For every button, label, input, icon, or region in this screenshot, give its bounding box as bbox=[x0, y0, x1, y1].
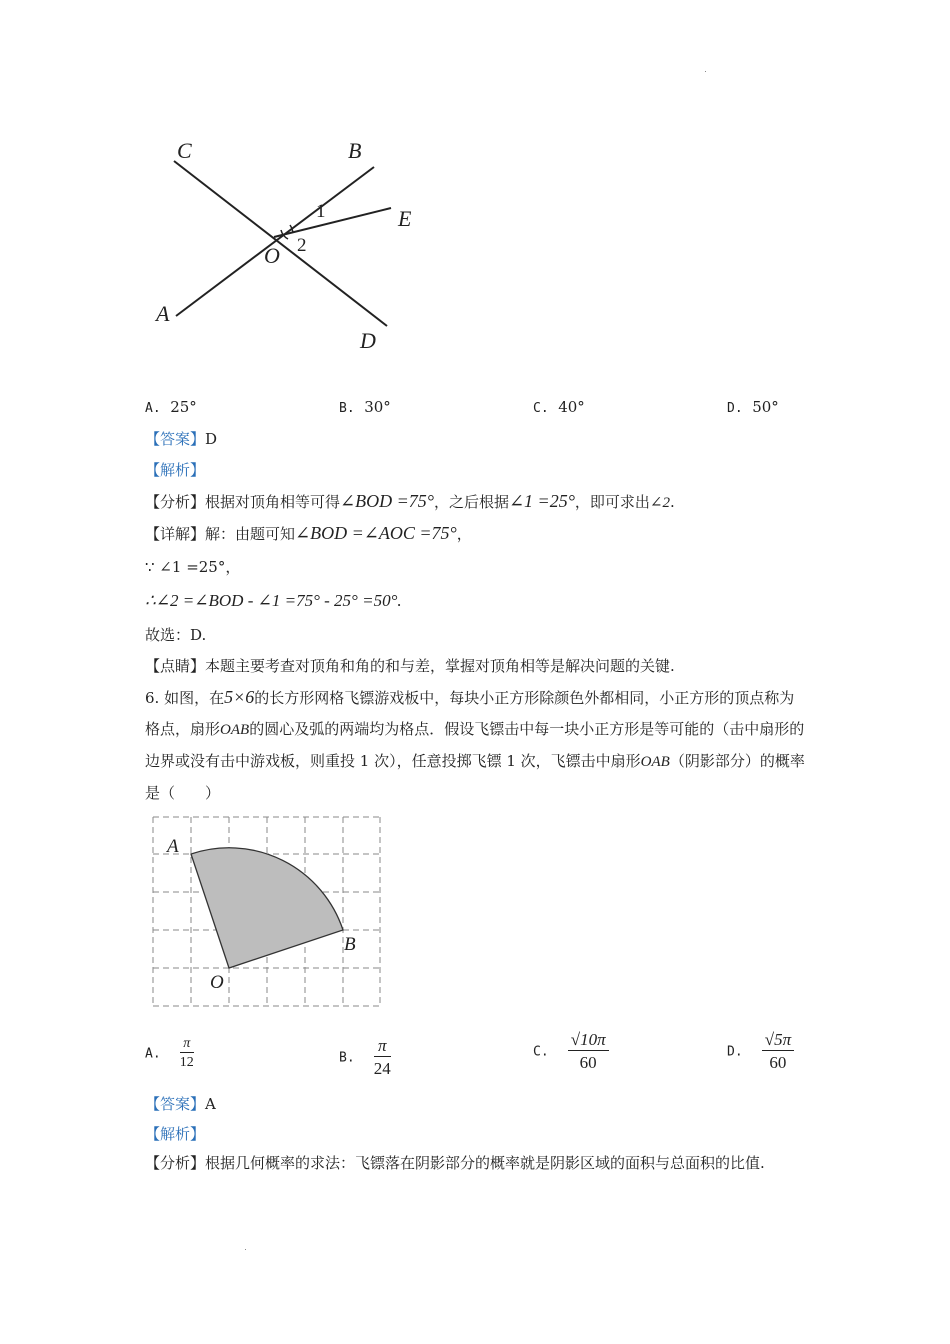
label-e: E bbox=[398, 206, 412, 231]
speck bbox=[705, 71, 706, 72]
label-o: O bbox=[210, 972, 224, 993]
q6-option-b: B. $\frac{\pi}{24}$ bbox=[339, 1036, 391, 1078]
q6-question: 6. 如图，在5×6的长方形网格飞镖游戏板中，每块小正方形除颜色外都相同，小正方形的顶点称为格点，扇形OAB的圆心及弧的两端均为格点．假设飞镖击中每一块小正方形是等可能的（击中扇形的边界或没有击中游戏板，则重投 1 次），任意投掷飞镖 1 次，飞镖击中扇形OAB（阴影部分）的概率是（ ） bbox=[145, 687, 805, 802]
label-o: O bbox=[264, 243, 280, 268]
label-c: C bbox=[177, 138, 192, 163]
q6-analysis-heading: 【解析】 bbox=[145, 1125, 206, 1143]
label-a: A bbox=[156, 301, 170, 326]
q5-therefore: ∴∠2 =∠BOD - ∠1 =75° - 25° =50°. bbox=[145, 591, 402, 610]
label-a: A bbox=[167, 836, 179, 857]
label-b: B bbox=[344, 934, 356, 955]
q5-fenxi: 【分析】根据对顶角相等可得∠BOD =75°，之后根据∠1 =25°，即可求出∠2. bbox=[145, 491, 675, 511]
label-1: 1 bbox=[316, 201, 326, 222]
q5-analysis-heading: 【解析】 bbox=[145, 461, 206, 479]
label-b: B bbox=[348, 138, 362, 163]
label-2: 2 bbox=[297, 235, 307, 256]
q6-option-a: A. $\frac{\pi}{12}$ bbox=[145, 1036, 194, 1070]
q6-answer: 【答案】A bbox=[145, 1095, 216, 1113]
q5-detail: 【详解】解：由题可知∠BOD =∠AOC =75°， bbox=[145, 523, 472, 543]
q5-choose: 故选：D. bbox=[145, 626, 207, 644]
angle-figure bbox=[140, 130, 440, 360]
shaded-sector-oab bbox=[191, 848, 343, 968]
q5-because: ∵ ∠1 =25°， bbox=[145, 558, 241, 576]
grid-sector-figure bbox=[140, 810, 400, 1015]
q5-option-d: D. 50° bbox=[727, 398, 779, 416]
q5-option-b: B. 30° bbox=[339, 398, 391, 416]
q6-option-d: D. $\frac{√5\pi}{60}$ bbox=[727, 1030, 794, 1073]
q5-option-c: C. 40° bbox=[533, 398, 585, 416]
line-cd bbox=[174, 161, 387, 326]
q6-fenxi: 【分析】根据几何概率的求法：飞镖落在阴影部分的概率就是阴影区域的面积与总面积的比值. bbox=[145, 1154, 765, 1172]
q5-answer: 【答案】D bbox=[145, 430, 218, 448]
q6-option-c: C. $\frac{√10\pi}{60}$ bbox=[533, 1030, 609, 1073]
speck bbox=[245, 1249, 246, 1250]
label-d: D bbox=[360, 328, 376, 353]
line-oe bbox=[274, 208, 391, 237]
q5-dianjing: 【点睛】本题主要考查对顶角和角的和与差，掌握对顶角相等是解决问题的关键. bbox=[145, 657, 675, 675]
q5-option-a: A. 25° bbox=[145, 398, 197, 416]
